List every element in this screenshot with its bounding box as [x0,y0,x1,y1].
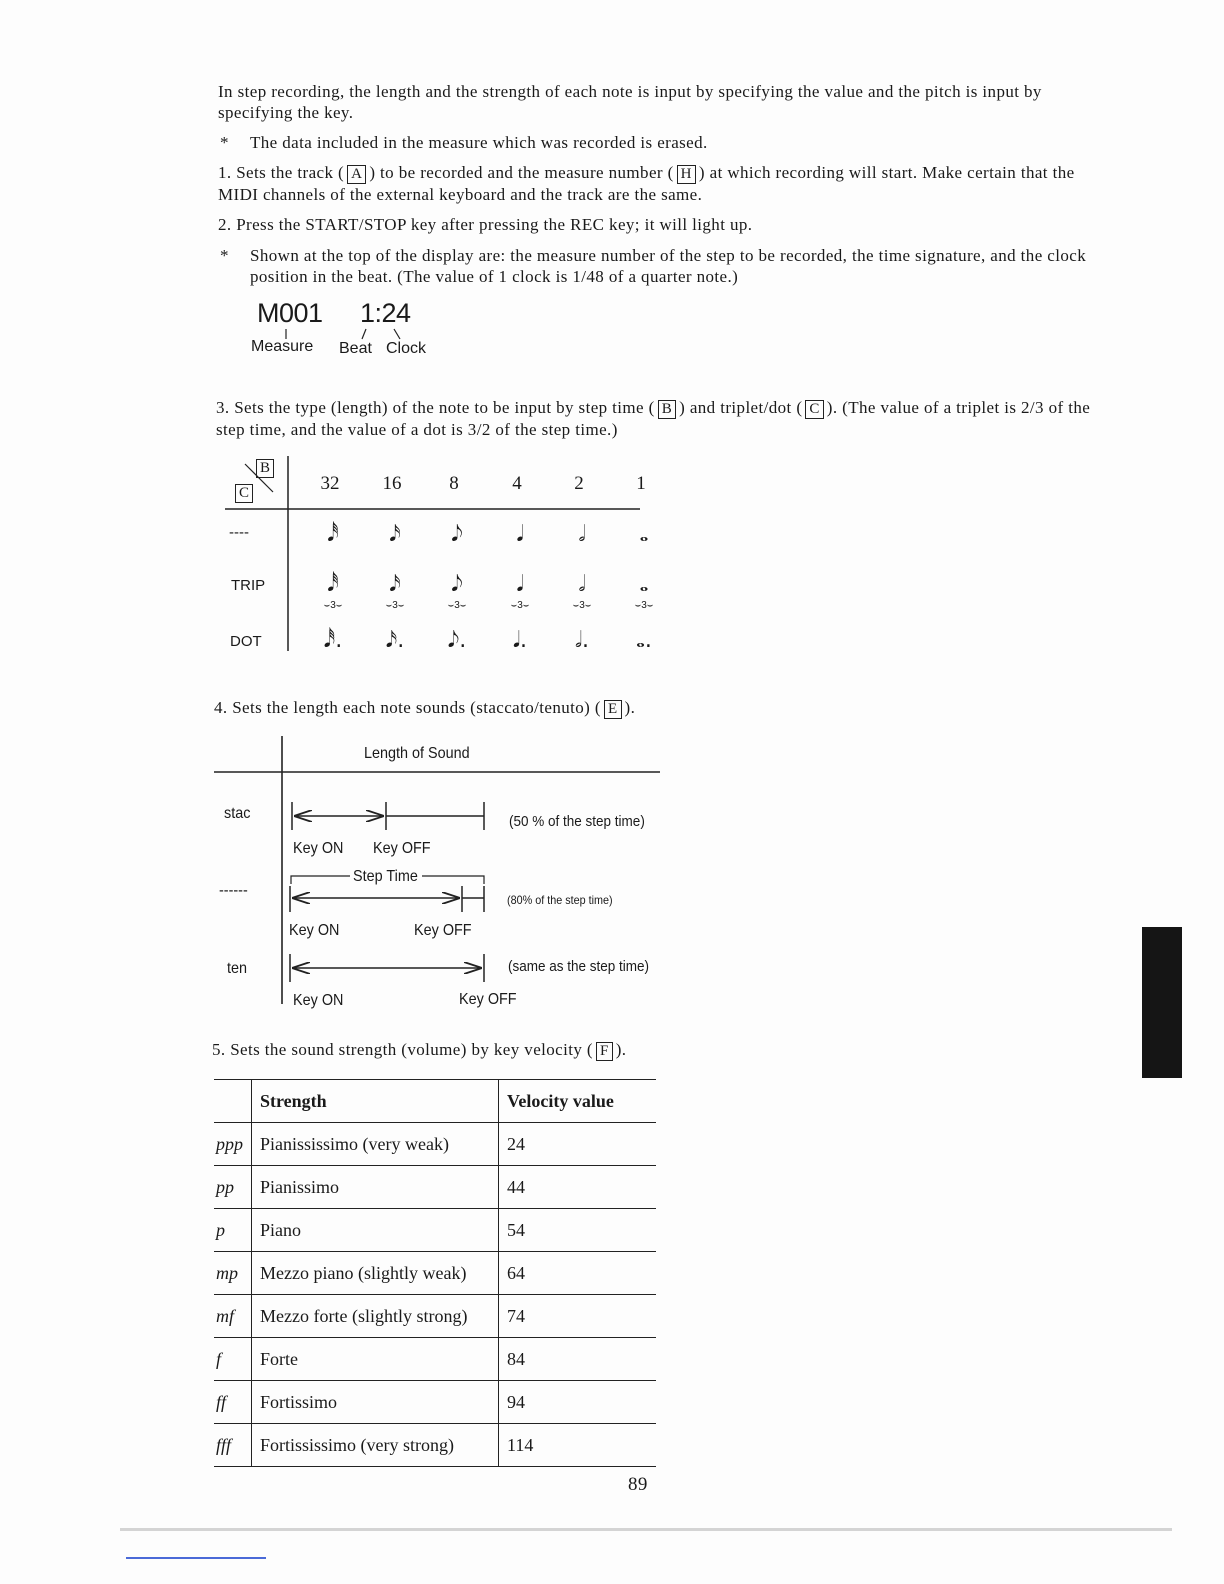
note-erased: The data included in the measure which was recorded is erased. [250,133,708,152]
strength-cell: Piano [252,1209,499,1252]
step-4: 4. Sets the length each note sounds (staccato/tenuto) ( E ). [214,698,636,717]
note-marker-2: * [220,246,229,265]
label-measure: Measure [251,338,314,355]
triplet-mark: ⌣3⌣ [510,600,530,611]
note-whole-triplet: 𝅝 [639,572,649,597]
stac-key-on: Key ON [293,840,344,857]
header-velocity: Velocity value [499,1080,657,1123]
corner-key-c: C [235,484,253,503]
note-half: 𝅗𝅥 [578,522,586,547]
row-label-ten: ten [227,960,248,977]
note-whole-dotted: 𝅝. [636,628,652,653]
col-header-16: 16 [382,473,402,494]
table-row [214,1424,656,1467]
strength-cell: Fortississimo (very strong) [252,1424,499,1467]
key-b-box: B [658,400,676,419]
dynamic-mark: ppp [214,1123,252,1166]
scan-blue-line [126,1557,266,1559]
table-row [214,1252,656,1295]
note-32nd: 𝅘𝅥𝅰 [327,522,339,547]
triplet-mark: ⌣3⌣ [385,600,405,611]
col-header-2: 2 [574,473,584,494]
table-row [214,1381,656,1424]
row-label-normal: ---- [229,524,249,541]
step-1: 1. Sets the track ( A ) to be recorded and the measure number ( H ) at which recording will start. Make certain that the MIDI channels of the external keyboard and the track are the same. [218,163,1075,204]
strength-cell: Mezzo forte (slightly strong) [252,1295,499,1338]
row-label-default: ------ [219,882,248,899]
note-marker: * [220,133,229,152]
row-label-dot: DOT [230,633,262,650]
note-quarter-triplet: 𝅘𝅥 [516,572,524,597]
table-header-row [214,1080,656,1123]
stac-key-off: Key OFF [373,840,431,857]
velocity-table [214,1079,656,1467]
col-header-1: 1 [636,473,646,494]
triplet-mark: ⌣3⌣ [634,600,654,611]
sound-header: Length of Sound [364,745,470,762]
note-half-triplet: 𝅗𝅥 [578,572,586,597]
col-header-8: 8 [449,473,459,494]
velocity-cell: 84 [499,1338,657,1381]
ten-key-off: Key OFF [459,991,517,1008]
label-beat: Beat [339,340,372,357]
col-header-4: 4 [512,473,522,494]
ten-note: (same as the step time) [508,958,650,975]
ten-key-on: Key ON [293,992,344,1009]
dynamic-mark: mp [214,1252,252,1295]
note-16th: 𝅘𝅥𝅯 [389,522,401,547]
dynamic-mark: mf [214,1295,252,1338]
velocity-cell: 44 [499,1166,657,1209]
step-3: 3. Sets the type (length) of the note to be input by step time ( B ) and triplet/dot ( C ). (The value of a triplet is 2/3 of the step time, and the value of a dot is 3/2 of the step time.) [216,398,1091,439]
triplet-mark: ⌣3⌣ [447,600,467,611]
note-32nd-dotted: 𝅘𝅥𝅰. [323,628,343,653]
note-16th-dotted: 𝅘𝅥𝅯. [385,628,405,653]
scan-edge-line [120,1528,1172,1531]
table-row [214,1209,656,1252]
note-display: Shown at the top of the display are: the measure number of the step to be recorded, the time signature, and the clock position in the beat. (The value of 1 clock is 1/48 of a quarter note.) [250,246,1087,286]
note-quarter-dotted: 𝅘𝅥. [513,628,527,653]
strength-cell: Fortissimo [252,1381,499,1424]
velocity-cell: 114 [499,1424,657,1467]
col-header-32: 32 [320,473,340,494]
note-16th-triplet: 𝅘𝅥𝅯 [389,572,401,597]
corner-key-b: B [256,459,274,478]
key-h-box: H [677,165,696,184]
dynamic-mark: ff [214,1381,252,1424]
step-2: 2. Press the START/STOP key after pressing the REC key; it will light up. [218,215,753,234]
table-row [214,1295,656,1338]
label-clock: Clock [386,340,427,357]
default-note: (80% of the step time) [507,893,613,907]
section-tab-marker [1142,927,1182,1078]
intro-paragraph: In step recording, the length and the strength of each note is input by specifying the value and the pitch is input by specifying the key. [218,82,1042,122]
velocity-cell: 64 [499,1252,657,1295]
note-8th: 𝅘𝅥𝅮 [451,522,463,547]
dynamic-mark: fff [214,1424,252,1467]
key-c-box: C [805,400,823,419]
triplet-mark: ⌣3⌣ [323,600,343,611]
row-label-stac: stac [224,805,251,822]
note-8th-triplet: 𝅘𝅥𝅮 [451,572,463,597]
key-a-box: A [347,165,366,184]
triplet-mark: ⌣3⌣ [572,600,592,611]
page-number: 89 [628,1474,648,1495]
strength-cell: Pianissimo [252,1166,499,1209]
velocity-cell: 94 [499,1381,657,1424]
note-32nd-triplet: 𝅘𝅥𝅰 [327,572,339,597]
dynamic-mark: p [214,1209,252,1252]
strength-cell: Pianississimo (very weak) [252,1123,499,1166]
table-row [214,1166,656,1209]
display-measure: M001 [257,298,323,328]
default-key-off: Key OFF [414,922,472,939]
velocity-cell: 24 [499,1123,657,1166]
note-8th-dotted: 𝅘𝅥𝅮. [447,628,467,653]
dynamic-mark: f [214,1338,252,1381]
step-time-label: Step Time [353,868,418,885]
row-label-trip: TRIP [231,577,266,594]
step-5: 5. Sets the sound strength (volume) by key velocity ( F ). [212,1040,627,1059]
dynamic-mark: pp [214,1166,252,1209]
note-whole: 𝅝 [639,522,649,547]
key-f-box: F [596,1042,613,1061]
default-key-on: Key ON [289,922,340,939]
note-half-dotted: 𝅗𝅥. [575,628,589,653]
strength-cell: Forte [252,1338,499,1381]
header-mark [214,1080,252,1123]
stac-note: (50 % of the step time) [509,813,645,830]
display-time: 1:24 [360,298,411,328]
table-row [214,1338,656,1381]
strength-cell: Mezzo piano (slightly weak) [252,1252,499,1295]
table-row [214,1123,656,1166]
velocity-cell: 54 [499,1209,657,1252]
header-strength: Strength [252,1080,499,1123]
velocity-cell: 74 [499,1295,657,1338]
key-e-box: E [604,700,622,719]
note-quarter: 𝅘𝅥 [516,522,524,547]
